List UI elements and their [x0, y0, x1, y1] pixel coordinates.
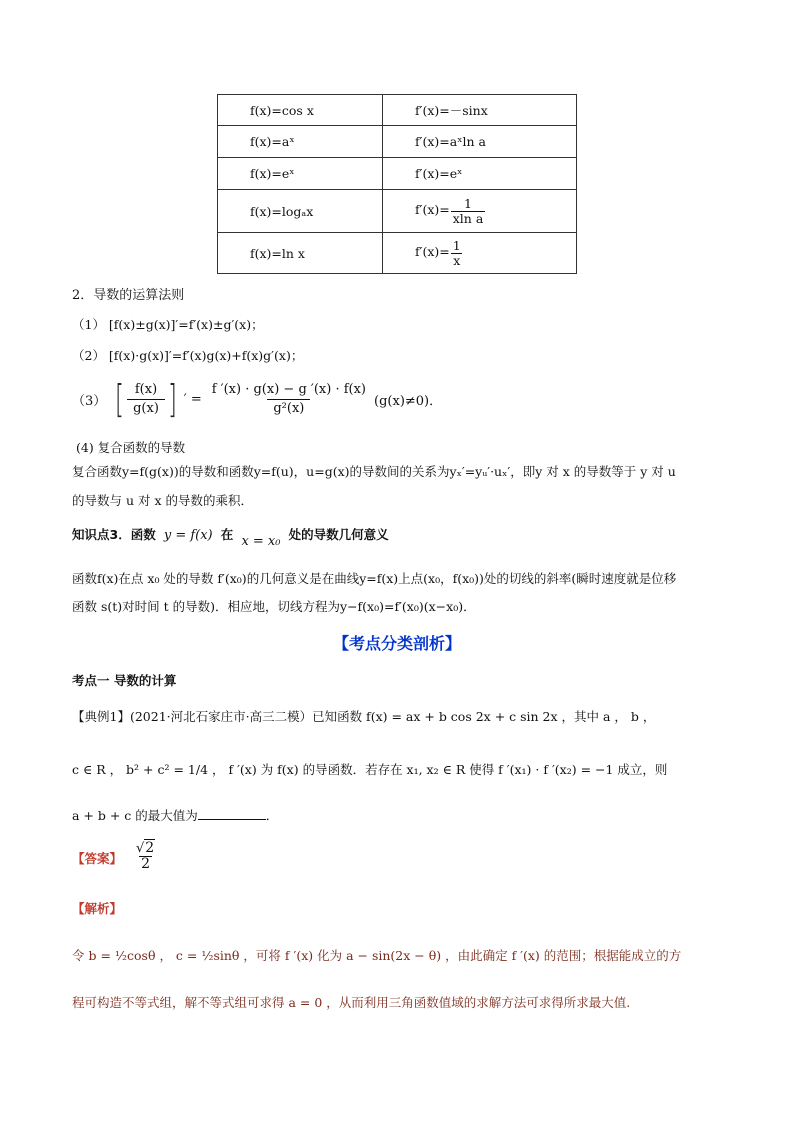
quotient-numerator: f ′(x) · g(x) − g ′(x) · f(x): [211, 381, 367, 397]
knowledge-point-3-title: [72, 525, 389, 549]
fraction-denominator: xln a: [452, 210, 484, 226]
kp3-title-in: 在: [220, 527, 234, 542]
analysis-line-2: 程可构造不等式组，解不等式组可求得 a = 0 ，从而利用三角函数值域的求解方法可求得所求最大值.: [72, 995, 631, 1010]
rule-1: （1） [f(x)±g(x)]′=f′(x)±g′(x)；: [72, 317, 264, 332]
analysis-line-1: 令 b = ½cosθ ， c = ½sinθ ，可将 f ′(x) 化为 a − sin(2x − θ) ，由此确定 f ′(x) 的范围；根据能成立的方: [72, 948, 682, 963]
rule-4-text-2: 的导数与 u 对 x 的导数的乘积．: [72, 493, 253, 508]
answer-value: [133, 841, 157, 871]
answer-denominator: 2: [141, 855, 151, 872]
analysis-label: 【解析】: [72, 901, 123, 916]
rule-2: （2） [f(x)·g(x)]′=f′(x)g(x)+f(x)g′(x)；: [72, 348, 304, 363]
table-cell-function: f(x)=aˣ: [218, 126, 383, 158]
kp3-text-2: 函数 s(t)对时间 t 的导数)．相应地，切线方程为y−f(x₀)=f′(x₀)(x−x₀)．: [72, 599, 476, 614]
answer-label: 【答案】: [72, 851, 123, 866]
fraction: [451, 239, 463, 266]
table-row: [218, 126, 577, 158]
table-row: [218, 233, 577, 274]
table-row: [218, 158, 577, 190]
inner-fraction: [127, 381, 165, 417]
table-cell-function: f(x)=cos x: [218, 95, 383, 126]
kp3-title-prefix: 知识点3．函数: [72, 527, 156, 542]
answer-blank: [198, 807, 266, 820]
example-line-1: 【典例1】(2021·河北石家庄市·高三二模）已知函数 f(x) = ax + b cos 2x + c sin 2x ，其中 a ， b ，: [72, 709, 656, 724]
prime-equals: ′ =: [183, 391, 202, 407]
bracketed-quotient: [112, 377, 179, 421]
table-cell-derivative: [383, 190, 577, 233]
answer-fraction: [134, 841, 157, 871]
inner-numerator: f(x): [134, 381, 158, 397]
kp3-text-1: 函数f(x)在点 x₀ 处的导数 f′(x₀)的几何意义是在曲线y=f(x)上点(x₀，f(x₀))处的切线的斜率(瞬时速度就是位移: [72, 571, 677, 586]
kp3-function-expr: y = f(x): [163, 528, 213, 543]
table-cell-derivative: f′(x)=eˣ: [383, 158, 577, 190]
derivative-table: [217, 94, 577, 274]
kp3-point-expr: x = x₀: [241, 534, 281, 549]
example-line-3: [72, 806, 278, 824]
derivative-prefix: f′(x)=: [415, 202, 450, 218]
table-cell-function: f(x)=logₐx: [218, 190, 383, 233]
rule-3-condition: (g(x)≠0)．: [374, 393, 443, 409]
fraction-denominator: x: [453, 252, 461, 268]
derivative-prefix: f′(x)=: [415, 244, 450, 260]
answer-numerator: [134, 841, 157, 856]
fraction-numerator: 1: [452, 238, 461, 254]
table-row: [218, 190, 577, 233]
right-bracket: ]: [167, 377, 177, 421]
quotient-denominator: g²(x): [267, 399, 310, 418]
table-cell-function: f(x)=ln x: [218, 233, 383, 274]
rule-3-label: （3）: [72, 393, 107, 409]
fraction: [451, 197, 486, 224]
kp3-title-suffix: 处的导数几何意义: [288, 527, 389, 542]
table-cell-function: f(x)=eˣ: [218, 158, 383, 190]
rule-4-text-1: 复合函数y=f(g(x))的导数和函数y=f(u)，u=g(x)的导数间的关系为yₓ′=yᵤ′·uₓ′，即y 对 x 的导数等于 y 对 u: [72, 464, 676, 479]
table-cell-derivative: f′(x)=aˣln a: [383, 126, 577, 158]
rule-4-heading: (4) 复合函数的导数: [76, 440, 186, 455]
rule-3: [72, 374, 442, 424]
sqrt-radicand: 2: [145, 840, 155, 856]
table-cell-derivative: [383, 233, 577, 274]
left-bracket: [: [115, 377, 125, 421]
example-question: a + b + c 的最大值为: [72, 808, 198, 823]
inner-denominator: g(x): [127, 399, 165, 418]
quotient-fraction: [206, 381, 372, 417]
section-title: 【考点分类剖析】: [332, 634, 461, 653]
kaodian-heading: 考点一 导数的计算: [72, 673, 177, 688]
sqrt-symbol: √: [136, 841, 145, 856]
fraction-numerator: 1: [464, 196, 472, 212]
example-line-2: c ∈ R ， b² + c² = 1/4 ， f ′(x) 为 f(x) 的导函数．若存在 x₁, x₂ ∈ R 使得 f ′(x₁) · f ′(x₂) = −1 成立，则: [72, 762, 668, 777]
table-row: [218, 95, 577, 126]
table-cell-derivative: f′(x)=－sinx: [383, 95, 577, 126]
example-end: ．: [265, 808, 279, 823]
rules-heading: 2．导数的运算法则: [72, 288, 185, 303]
